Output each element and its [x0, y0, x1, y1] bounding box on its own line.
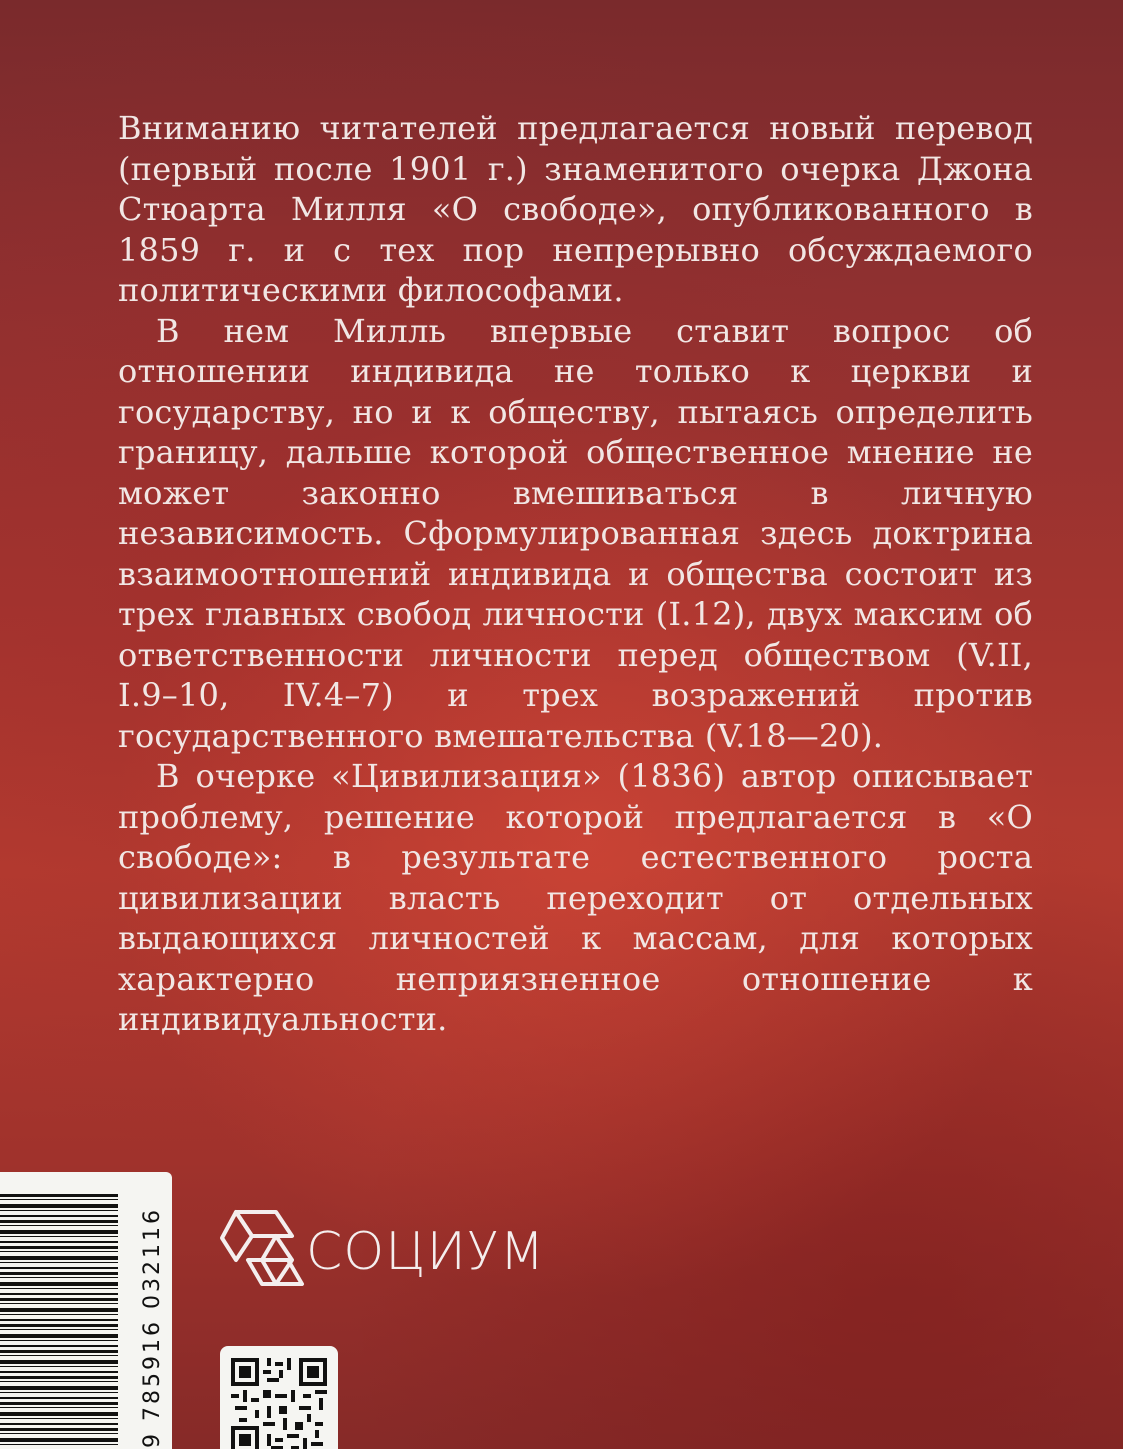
qr-code — [220, 1346, 338, 1449]
socium-logo-mark-icon — [218, 1200, 308, 1300]
barcode-number: 9 785916 032116 — [140, 1207, 165, 1448]
qr-code-icon — [231, 1358, 327, 1449]
back-cover-description — [118, 108, 1033, 1040]
publisher-logo — [218, 1200, 578, 1310]
barcode-bars — [0, 1194, 118, 1449]
description-paragraph-2: В нем Милль впервые ставит вопрос об отношении индивида не только к церкви и государству, но и к обществу, пытаясь определить границу, дальше которой общественное мнение не может законно вмешиваться в личную независимость. Сформулированная здесь доктрина взаимоотношений индивида и общества состоит из трех главных свобод личности (I.12), двух максим об ответственности личности перед обществом (V.II, I.9–10, IV.4–7) и трех возражений против государственного вмешательства (V.18—20). — [118, 311, 1033, 755]
description-paragraph-1: Вниманию читателей предлагается новый перевод (первый после 1901 г.) знаменитого очерка Джона Стюарта Милля «О свободе», опубликованного в 1859 г. и с тех пор непрерывно обсуждаемого политическими философами. — [118, 109, 1033, 309]
isbn-barcode — [0, 1172, 172, 1449]
publisher-name: СОЦИУМ — [306, 1222, 546, 1282]
description-paragraph-3: В очерке «Цивилизация» (1836) автор описывает проблему, решение которой предлагается в «О свободе»: в результате естественного роста цивилизации власть переходит от отдельных выдающихся личностей к массам, для которых характерно неприязненное отношение к индивидуальности. — [118, 757, 1033, 1038]
